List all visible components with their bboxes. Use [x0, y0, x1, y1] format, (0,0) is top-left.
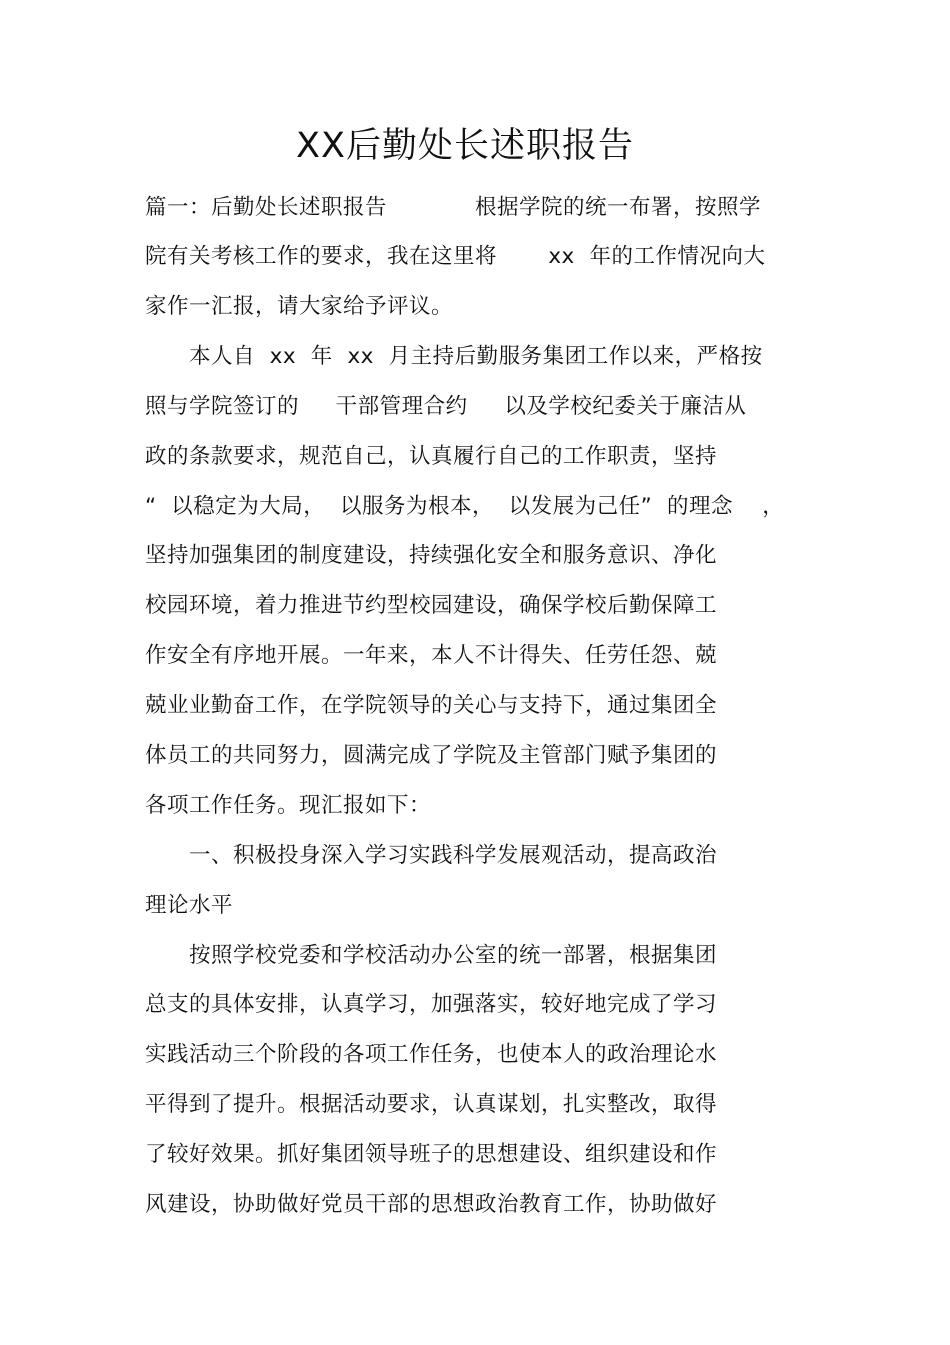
body-line-5: 照与学院签订的 干部管理合约 以及学校纪委关于廉洁从: [145, 394, 747, 419]
body-line-9: 校园环境，着力推进节约型校园建设，确保学校后勤保障工: [145, 593, 718, 618]
section-heading-1-cont: 理论水平: [145, 893, 234, 918]
body-line-7: “ 以稳定为大局， 以服务为根本， 以发展为己任” 的理念 ，: [145, 494, 785, 519]
body-line-18: 实践活动三个阶段的各项工作任务，也使本人的政治理论水: [145, 1042, 718, 1067]
body-line-13: 各项工作任务。现汇报如下：: [145, 793, 432, 818]
body-line-11: 兢业业勤奋工作，在学院领导的关心与支持下，通过集团全: [145, 693, 718, 718]
body-line-12: 体员工的共同努力，圆满完成了学院及主管部门赋予集团的: [145, 743, 718, 768]
body-line-3: 家作一汇报，请大家给予评议。: [145, 294, 454, 319]
body-line-1: 篇一：后勤处长述职报告 根据学院的统一布署，按照学: [145, 195, 762, 220]
body-line-20: 了较好效果。抓好集团领导班子的思想建设、组织建设和作: [145, 1142, 718, 1167]
body-line-17: 总支的具体安排，认真学习，加强落实，较好地完成了学习: [145, 992, 718, 1017]
body-line-8: 坚持加强集团的制度建设，持续强化安全和服务意识、净化: [145, 543, 718, 568]
body-line-10: 作安全有序地开展。一年来，本人不计得失、任劳任怨、兢: [145, 643, 718, 668]
body-line-6: 政的条款要求，规范自己，认真履行自己的工作职责，坚持: [145, 444, 718, 469]
body-line-4: 本人自 xx 年 xx 月主持后勤服务集团工作以来，严格按: [145, 344, 763, 369]
body-line-21: 风建设，协助做好党员干部的思想政治教育工作，协助做好: [145, 1192, 718, 1217]
document-title: XX后勤处长述职报告: [296, 126, 634, 166]
body-line-19: 平得到了提升。根据活动要求，认真谋划，扎实整改，取得: [145, 1092, 718, 1117]
body-line-2: 院有关考核工作的要求，我在这里将 xx 年的工作情况向大: [145, 244, 766, 269]
section-heading-1: 一、积极投身深入学习实践科学发展观活动，提高政治: [145, 843, 718, 868]
body-line-16: 按照学校党委和学校活动办公室的统一部署，根据集团: [145, 943, 718, 968]
